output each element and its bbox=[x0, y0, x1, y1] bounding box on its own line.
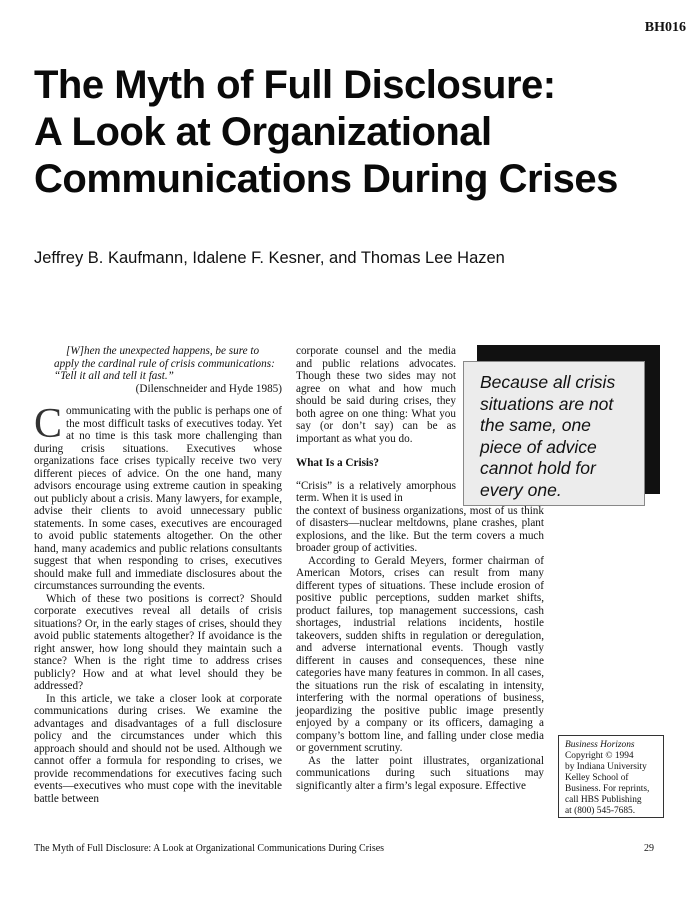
copyright-line-1: Copyright © 1994 bbox=[565, 751, 634, 761]
article-title bbox=[34, 62, 694, 203]
journal-name: Business Horizons bbox=[565, 740, 635, 750]
paragraph-2: Which of these two positions is correct? Should corporate executives reveal all details of crisis situations? Or, in the early stages of crises, should they avoid public statements altogether? If avoidance is the right answer, how long should they maintain such a stance? When is the right time to address crises publicly? How and at what level should they be addressed? bbox=[34, 592, 282, 692]
title-line-3: Communications During Crises bbox=[34, 157, 618, 201]
authors: Jeffrey B. Kaufmann, Idalene F. Kesner, and Thomas Lee Hazen bbox=[34, 249, 505, 267]
epigraph bbox=[54, 345, 282, 395]
title-line-2: A Look at Organizational bbox=[34, 110, 492, 154]
copyright-line-6: at (800) 545-7685. bbox=[565, 806, 636, 816]
title-line-1: The Myth of Full Disclosure: bbox=[34, 63, 556, 107]
drop-cap: C bbox=[34, 401, 63, 447]
paragraph-5-start: “Crisis” is a relatively amorphous term. When it is used in bbox=[296, 479, 456, 504]
copyright-line-2: by Indiana University bbox=[565, 762, 647, 772]
column-right bbox=[296, 345, 544, 792]
paragraph-7: As the latter point illustrates, organizational communications during such situations may significantly alter a firm’s legal exposure. Effective bbox=[296, 754, 544, 792]
running-title: The Myth of Full Disclosure: A Look at Organizational Communications During Crises bbox=[34, 843, 385, 854]
copyright-line-3: Kelley School of bbox=[565, 773, 629, 783]
paragraph-4: corporate counsel and the media and public relations advocates. Though these two sides may not agree on what and how much should be said during crises, they both agree on one thing: What you say (or don’t say) can be as important as what you do. bbox=[296, 345, 456, 445]
copyright-box bbox=[558, 735, 664, 818]
paragraph-6: According to Gerald Meyers, former chairman of American Motors, crises can result from many different types of situations. These include erosion of positive public perceptions, sudden market shifts, product failures, top management successions, cash shortages, industrial relations incidents, hostile takeovers, sudden shifts in regulation or deregulation, and adverse international events. Though vastly different in causes and consequences, these nine categories have many features in common. In all cases, the situations run the risk of escalating in intensity, interfering with the normal operations of business, jeopardizing the positive public image presently enjoyed by a company or its officers, damaging a company’s bottom line, and falling under close media or government scrutiny. bbox=[296, 554, 544, 754]
paragraph-1-text: ommunicating with the public is perhaps one of the most difficult tasks of executives today. Yet at no time is this task more challenging than during crisis situations. Executives whose organizations face crises typically receive two very different pieces of advice. On the one hand, many advisors encourage using extreme caution in speaking out publicly about a crisis. Many lawyers, for example, advise their clients to avoid unnecessary public statements. In some cases, executives are encouraged to avoid public statements altogether. On the other hand, many academics and public relations consultants suggest that when responding to crises, executives should make full and immediate disclosures about the circumstances surrounding the events. bbox=[34, 405, 282, 592]
epigraph-quote: [W]hen the unexpected happens, be sure to apply the cardinal rule of crisis communications: “Tell it all and tell it fast.” bbox=[54, 345, 275, 382]
pull-quote: Because all crisis situations are not the same, one piece of advice cannot hold for every one. bbox=[463, 361, 645, 506]
column-left bbox=[34, 345, 282, 805]
copyright-line-4: Business. For reprints, bbox=[565, 784, 650, 794]
paragraph-1 bbox=[34, 401, 282, 593]
document-code: BH016 bbox=[644, 20, 686, 35]
section-heading: What Is a Crisis? bbox=[296, 457, 379, 469]
paragraph-3: In this article, we take a closer look at corporate communications during crises. We examine the advantages and disadvantages of a full disclosure policy and the circumstances under which this approach should and should not be used. Although we cannot offer a formula for responding to crises, we provide recommendations for executives facing such events—executives who must cope with the inevitable battle between bbox=[34, 692, 282, 805]
copyright-line-5: call HBS Publishing bbox=[565, 795, 642, 805]
page-number: 29 bbox=[644, 843, 654, 854]
epigraph-citation: (Dilenschneider and Hyde 1985) bbox=[135, 382, 282, 395]
paragraph-5-end: the context of business organizations, most of us think of disasters—nuclear meltdowns, plane crashes, plant explosions, and the like. But the term covers a much broader group of activities. bbox=[296, 504, 544, 554]
